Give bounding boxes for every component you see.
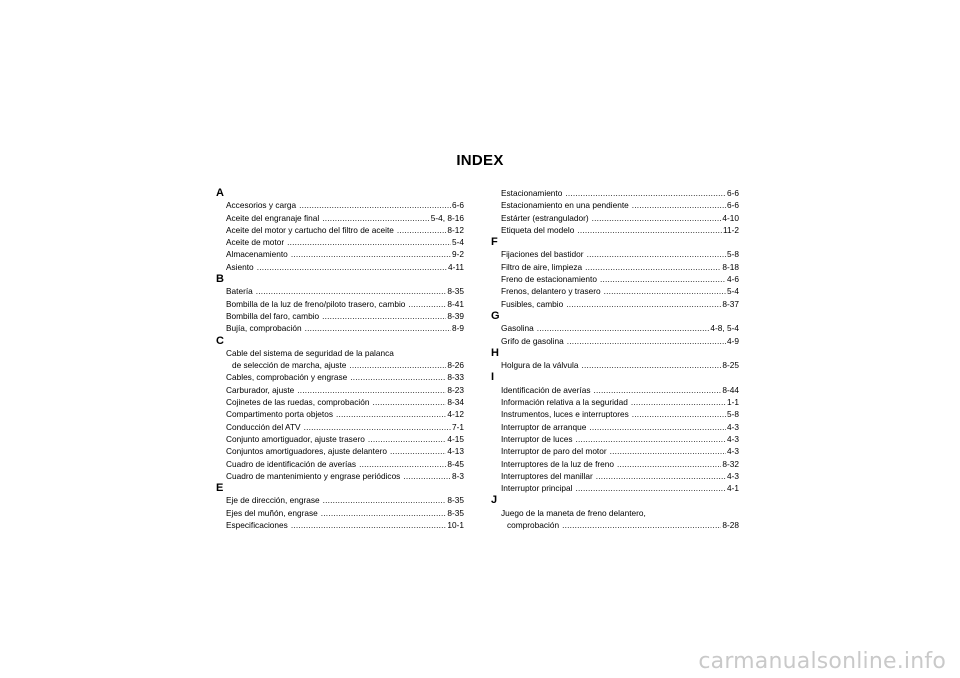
- index-entry-text: Bujía, comprobación: [226, 323, 302, 334]
- index-entry-text: Gasolina: [501, 323, 534, 334]
- index-entry-text: Grifo de gasolina: [501, 335, 564, 346]
- dot-leader: [631, 396, 726, 408]
- index-entry: [216, 494, 464, 506]
- index-entry-page: 8-41: [447, 298, 464, 309]
- index-entry-text: Información relativa a la seguridad: [501, 397, 628, 408]
- index-entry: [216, 212, 464, 224]
- index-entry: [491, 285, 739, 297]
- index-entry: [491, 482, 739, 494]
- index-entry: [491, 335, 739, 347]
- index-group: [216, 335, 464, 483]
- dot-leader: [256, 285, 447, 297]
- dot-leader: [390, 445, 446, 457]
- index-entry: [216, 458, 464, 470]
- index-entry-text: Carburador, ajuste: [226, 384, 295, 395]
- dot-leader: [575, 482, 726, 494]
- index-entry-page: 8-35: [447, 507, 464, 518]
- dot-leader: [299, 199, 451, 211]
- index-group: [216, 187, 464, 273]
- index-entry-page: 8-35: [447, 286, 464, 297]
- index-entry-page: 10-1: [447, 520, 464, 531]
- dot-leader: [577, 224, 722, 236]
- index-entry: [491, 261, 739, 273]
- index-entry-page: 4-9: [727, 335, 739, 346]
- index-entry: [216, 322, 464, 334]
- index-entry-text: Etiqueta del modelo: [501, 224, 575, 235]
- dot-leader: [350, 371, 446, 383]
- dot-leader: [408, 298, 446, 310]
- index-entry-text: Interruptor principal: [501, 483, 573, 494]
- index-entry-page: 8-33: [447, 372, 464, 383]
- dot-leader: [581, 359, 721, 371]
- dot-leader: [336, 408, 446, 420]
- index-letter-heading: J: [491, 494, 498, 507]
- index-entry-text: Aceite del motor y cartucho del filtro de aceite: [226, 224, 394, 235]
- index-entry-page: 5-4, 8-16: [430, 212, 464, 223]
- index-entry-text: Conducción del ATV: [226, 421, 301, 432]
- index-entry: [491, 322, 739, 334]
- index-entry-text: Fijaciones del bastidor: [501, 249, 584, 260]
- index-entry-page: 8-26: [447, 360, 464, 371]
- dot-leader: [537, 322, 710, 334]
- index-entry-text: Ejes del muñón, engrase: [226, 507, 318, 518]
- index-entry-text: Fusibles, cambio: [501, 298, 564, 309]
- index-entry: [216, 298, 464, 310]
- index-entry-text: Cojinetes de las ruedas, comprobación: [226, 397, 370, 408]
- index-column-right: [491, 187, 739, 531]
- dot-leader: [567, 335, 726, 347]
- dot-leader: [372, 396, 446, 408]
- index-entry-page: 8-23: [447, 384, 464, 395]
- index-entry: [491, 273, 739, 285]
- dot-leader: [587, 248, 726, 260]
- index-entry-text: Aceite del engranaje final: [226, 212, 320, 223]
- index-entry-page: 8-28: [722, 520, 739, 531]
- index-entry: [216, 519, 464, 531]
- index-entry-page: 4-3: [727, 470, 739, 481]
- index-entry: [216, 396, 464, 408]
- index-entry-text: Aceite de motor: [226, 237, 285, 248]
- index-group: [216, 482, 464, 531]
- index-entry: [491, 199, 739, 211]
- index-group: [491, 371, 739, 494]
- index-entry-page: 6-6: [727, 188, 739, 198]
- index-letter-heading: H: [491, 346, 499, 359]
- index-entry-page: 8-39: [447, 310, 464, 321]
- page-title: INDEX: [456, 152, 504, 169]
- index-entry-page: 6-6: [727, 200, 739, 211]
- index-entry-page: 8-32: [722, 458, 739, 469]
- index-entry-page: 6-6: [452, 200, 464, 211]
- index-entry-text: Bombilla de la luz de freno/piloto trasero, cambio: [226, 298, 406, 309]
- index-entry-page: 5-8: [727, 249, 739, 260]
- index-entry: [491, 519, 739, 531]
- dot-leader: [592, 212, 722, 224]
- index-entry: [491, 421, 739, 433]
- index-letter-heading: G: [491, 309, 500, 322]
- index-entry-text: Interruptores de la luz de freno: [501, 458, 614, 469]
- dot-leader: [610, 445, 726, 457]
- index-entry-text: Estacionamiento en una pendiente: [501, 200, 629, 211]
- index-entry-text: Cuadro de mantenimiento y engrase periódicos: [226, 470, 401, 481]
- index-letter-heading: I: [491, 371, 495, 384]
- dot-leader: [575, 433, 726, 445]
- index-entry: [491, 298, 739, 310]
- index-entry-page: 8-34: [447, 397, 464, 408]
- index-entry-page: 4-15: [447, 433, 464, 444]
- index-entry-text: Batería: [226, 286, 253, 297]
- index-entry: [216, 408, 464, 420]
- index-entry-text: Cable del sistema de seguridad de la palanca: [226, 347, 394, 358]
- index-entry-text: Accesorios y carga: [226, 200, 297, 211]
- index-entry-text: Estacionamiento: [501, 188, 563, 198]
- dot-leader: [322, 310, 446, 322]
- index-entry-text: Interruptor de luces: [501, 433, 573, 444]
- index-entry: [216, 433, 464, 445]
- index-entry: [216, 470, 464, 482]
- index-letter-heading: F: [491, 236, 498, 249]
- index-group: [491, 494, 739, 531]
- index-entry: [216, 359, 464, 371]
- dot-leader: [287, 236, 451, 248]
- index-entry-page: 8-37: [722, 298, 739, 309]
- dot-leader: [291, 519, 447, 531]
- dot-leader: [403, 470, 451, 482]
- index-entry-page: 7-1: [452, 421, 464, 432]
- dot-leader: [322, 212, 430, 224]
- index-letter-heading: C: [216, 334, 224, 347]
- dot-leader: [323, 494, 447, 506]
- index-entry-page: 4-11: [448, 261, 464, 272]
- index-entry-page: 5-4: [452, 237, 464, 248]
- index-entry: [491, 224, 739, 236]
- index-entry-text: de selección de marcha, ajuste: [232, 360, 347, 371]
- index-entry-text: Interruptor de paro del motor: [501, 446, 607, 457]
- dot-leader: [397, 224, 447, 236]
- index-entry-text: Bombilla del faro, cambio: [226, 310, 320, 321]
- index-entry: [216, 236, 464, 248]
- index-entry-text: comprobación: [507, 520, 560, 531]
- index-letter-heading: B: [216, 273, 224, 286]
- index-entry: [216, 445, 464, 457]
- index-entry-page: 1-1: [727, 397, 739, 408]
- index-letter-heading: A: [216, 187, 224, 199]
- index-entry-text: Interruptor de arranque: [501, 421, 587, 432]
- index-entry-text: Asiento: [226, 261, 254, 272]
- index-entry: [491, 248, 739, 260]
- index-entry-text: Eje de dirección, engrase: [226, 495, 320, 506]
- index-entry-page: 4-6: [727, 274, 739, 285]
- dot-leader: [321, 507, 447, 519]
- dot-leader: [589, 421, 726, 433]
- index-entry-text: Estárter (estrangulador): [501, 212, 589, 223]
- index-entry-text: Conjunto amortiguador, ajuste trasero: [226, 433, 365, 444]
- dot-leader: [565, 187, 726, 199]
- index-entry-text: Cuadro de identificación de averías: [226, 458, 357, 469]
- index-group: [491, 347, 739, 372]
- index-group: [491, 187, 739, 236]
- index-entry-page: 8-45: [447, 458, 464, 469]
- index-entry-text: Frenos, delantero y trasero: [501, 286, 601, 297]
- dot-leader: [585, 261, 721, 273]
- index-entry-text: Compartimento porta objetos: [226, 409, 333, 420]
- dot-leader: [304, 421, 451, 433]
- dot-leader: [359, 458, 446, 470]
- index-entry-page: 5-8: [727, 409, 739, 420]
- index-entry: [491, 396, 739, 408]
- dot-leader: [305, 322, 451, 334]
- index-entry: [216, 224, 464, 236]
- dot-leader: [349, 359, 446, 371]
- index-letter-heading: E: [216, 482, 224, 495]
- index-entry-page: 8-9: [452, 323, 464, 334]
- index-entry-text: Holgura de la válvula: [501, 360, 579, 371]
- index-group: [491, 236, 739, 310]
- index-entry-text: Interruptores del manillar: [501, 470, 593, 481]
- index-entry-page: 4-8, 5-4: [710, 323, 739, 334]
- index-entry-page: 4-13: [447, 446, 464, 457]
- index-entry: [216, 199, 464, 211]
- index-entry-text: Identificación de averías: [501, 384, 591, 395]
- index-entry: [216, 507, 464, 519]
- dot-leader: [368, 433, 447, 445]
- index-entry-page: 4-3: [727, 421, 739, 432]
- dot-leader: [596, 470, 726, 482]
- index-group: [491, 310, 739, 347]
- index-entry-page: 8-12: [447, 224, 464, 235]
- dot-leader: [257, 261, 447, 273]
- index-entry-page: 4-12: [447, 409, 464, 420]
- index-entry: [491, 470, 739, 482]
- index-entry: [216, 421, 464, 433]
- index-group: [216, 273, 464, 334]
- dot-leader: [600, 273, 726, 285]
- index-entry-page: 8-25: [722, 360, 739, 371]
- index-entry: [491, 212, 739, 224]
- dot-leader: [604, 285, 726, 297]
- dot-leader: [291, 248, 451, 260]
- index-entry-page: 11-2: [723, 224, 739, 235]
- index-entry: [491, 445, 739, 457]
- index-entry: [491, 187, 739, 199]
- index-entry-page: 4-3: [727, 433, 739, 444]
- index-entry-text: Conjuntos amortiguadores, ajuste delantero: [226, 446, 387, 457]
- index-entry: [491, 408, 739, 420]
- dot-leader: [593, 384, 721, 396]
- index-entry: [491, 384, 739, 396]
- index-entry-page: 4-10: [722, 212, 739, 223]
- index-entry: [216, 285, 464, 297]
- index-entry: [491, 433, 739, 445]
- index-entry-page: 4-1: [727, 483, 739, 494]
- dot-leader: [632, 408, 726, 420]
- dot-leader: [566, 298, 721, 310]
- index-entry: [491, 458, 739, 470]
- dot-leader: [297, 384, 446, 396]
- index-entry-page: 5-4: [727, 286, 739, 297]
- index-entry: [216, 384, 464, 396]
- index-entry: [216, 371, 464, 383]
- index-entry: [216, 261, 464, 273]
- dot-leader: [617, 458, 721, 470]
- index-entry-text: Cables, comprobación y engrase: [226, 372, 348, 383]
- index-entry-text: Freno de estacionamiento: [501, 274, 597, 285]
- watermark: carmanualsonline.info: [698, 649, 946, 674]
- index-entry-text: Especificaciones: [226, 520, 288, 531]
- index-entry: [216, 310, 464, 322]
- index-entry-text: Almacenamiento: [226, 249, 288, 260]
- index-entry: [491, 359, 739, 371]
- index-entry-page: 4-3: [727, 446, 739, 457]
- index-entry: [216, 248, 464, 260]
- dot-leader: [562, 519, 721, 531]
- index-entry-text: Juego de la maneta de freno delantero,: [501, 507, 646, 518]
- index-entry-page: 8-18: [722, 261, 739, 272]
- index-column-left: [216, 187, 464, 531]
- dot-leader: [632, 199, 726, 211]
- index-entry-text: Instrumentos, luces e interruptores: [501, 409, 629, 420]
- index-entry-text: Filtro de aire, limpieza: [501, 261, 583, 272]
- index-entry-page: 9-2: [452, 249, 464, 260]
- index-entry-page: 8-3: [452, 470, 464, 481]
- index-entry-page: 8-35: [447, 495, 464, 506]
- index-entry-page: 8-44: [722, 384, 739, 395]
